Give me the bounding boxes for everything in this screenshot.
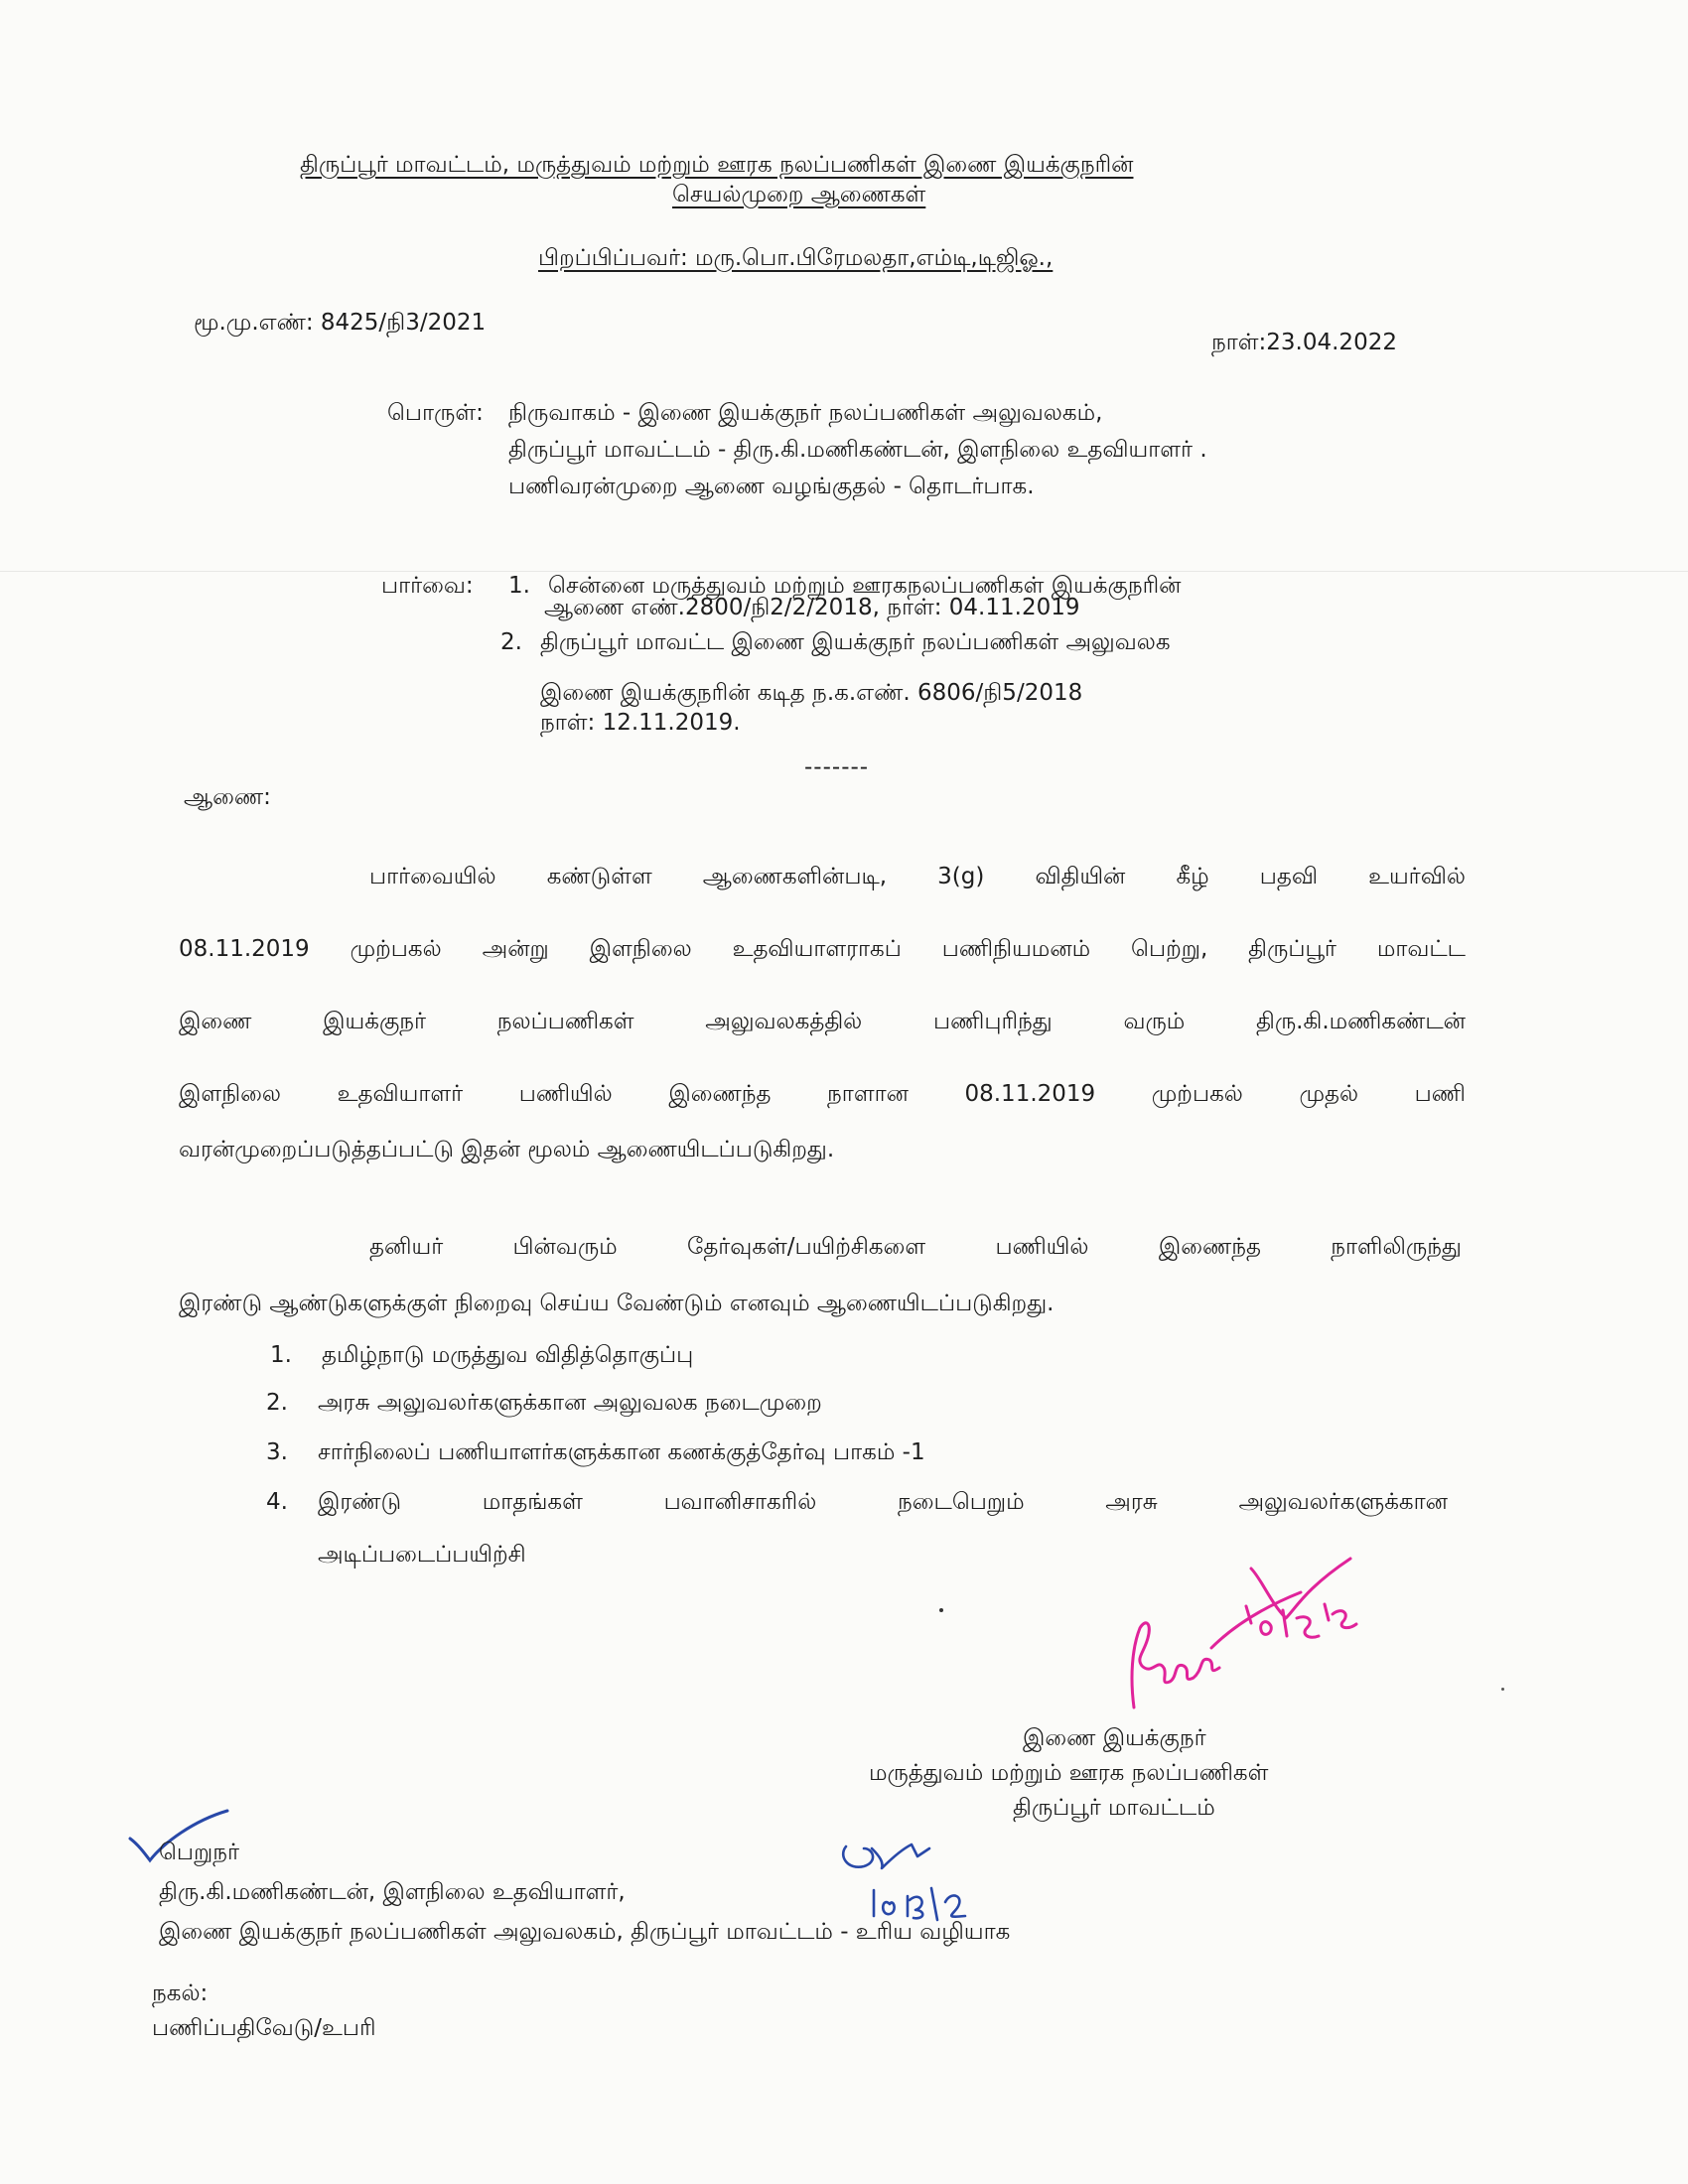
word: இரண்டு: [318, 1489, 402, 1515]
reference-text: திருப்பூர் மாவட்ட இணை இயக்குநர் நலப்பணிகள் அலுவலக: [540, 629, 1171, 655]
recipient-line: இணை இயக்குநர் நலப்பணிகள் அலுவலகம், திருப்பூர் மாவட்டம் - உரிய வழியாக: [159, 1919, 1011, 1945]
word: இணைந்த: [1158, 1234, 1261, 1260]
signatory-department: மருத்துவம் மற்றும் ஊரக நலப்பணிகள்: [869, 1760, 1269, 1786]
recipient-label: பெறுநர்: [159, 1840, 240, 1865]
subject-label: பொருள்:: [387, 400, 484, 426]
word: அரசு: [1105, 1489, 1158, 1515]
word: ஆணைகளின்படி,: [702, 864, 888, 889]
word: பதவி: [1259, 864, 1319, 889]
signature-pink: [1112, 1549, 1380, 1717]
word: மாதங்கள்: [482, 1489, 583, 1515]
list-text: அரசு அலுவலர்களுக்கான அலுவலக நடைமுறை: [318, 1390, 822, 1416]
document-title-line2: செயல்முறை ஆணைகள்: [672, 182, 926, 207]
word: அலுவலகத்தில்: [705, 1009, 863, 1034]
paragraph2-line: இரண்டு ஆண்டுகளுக்குள் நிறைவு செய்ய வேண்டும் எனவும் ஆணையிடப்படுகிறது.: [179, 1291, 1055, 1316]
copy-line: பணிப்பதிவேடு/உபரி: [152, 2015, 376, 2041]
list-item: [266, 1489, 1448, 1518]
issuer-line: பிறப்பிப்பவர்: மரு.பொ.பிரேமலதா,எம்டி,டிஜிஓ.,: [538, 245, 1054, 271]
word: தேர்வுகள்/பயிற்சிகளை: [686, 1234, 926, 1260]
signatory-title: இணை இயக்குநர்: [1023, 1725, 1206, 1751]
word: 08.11.2019: [179, 936, 310, 962]
reference-number: மூ.மு.எண்: 8425/நி3/2021: [194, 310, 487, 336]
reference-item-2: [500, 629, 1171, 658]
word: அன்று: [482, 936, 549, 962]
paragraph1-line: [179, 1009, 1466, 1037]
paragraph2-line: [369, 1234, 1462, 1263]
list-number: 2.: [266, 1390, 288, 1416]
paper-speck: [939, 1608, 943, 1612]
order-label: ஆணை:: [184, 784, 271, 810]
word: பார்வையில்: [369, 864, 496, 889]
word: கண்டுள்ள: [546, 864, 652, 889]
paragraph1-line: [179, 936, 1466, 965]
word: முற்பகல்: [1151, 1081, 1243, 1107]
signatory-district: திருப்பூர் மாவட்டம்: [1013, 1795, 1215, 1821]
word: கீழ்: [1176, 864, 1209, 889]
list-text: [318, 1489, 1448, 1518]
word: நாளிலிருந்து: [1331, 1234, 1462, 1260]
word: பணி: [1414, 1081, 1466, 1107]
list-number: 1.: [270, 1342, 292, 1368]
word: பணியில்: [995, 1234, 1089, 1260]
subject-line: திருப்பூர் மாவட்டம் - திரு.கி.மணிகண்டன், இளநிலை உதவியாளர் .: [508, 437, 1207, 463]
word: 08.11.2019: [964, 1081, 1096, 1107]
list-number: 4.: [266, 1489, 288, 1515]
word: நடைபெறும்: [898, 1489, 1025, 1515]
word: பணியில்: [518, 1081, 613, 1107]
word: இளநிலை: [179, 1081, 282, 1107]
word: உதவியாளர்: [337, 1081, 464, 1107]
word: இயக்குநர்: [323, 1009, 427, 1034]
word: தனியர்: [369, 1234, 444, 1260]
reference-text: ஆணை எண்.2800/நி2/2/2018, நாள்: 04.11.2019: [544, 595, 1080, 620]
list-item: [270, 1342, 693, 1371]
word: உயர்வில்: [1368, 864, 1466, 889]
word: வரும்: [1123, 1009, 1186, 1034]
paragraph1-line: வரன்முறைப்படுத்தப்பட்டு இதன் மூலம் ஆணையிடப்படுகிறது.: [179, 1137, 835, 1162]
word: பவானிசாகரில்: [663, 1489, 817, 1515]
word: பணிநியமனம்: [941, 936, 1091, 962]
paper-speck: [1501, 1688, 1504, 1691]
word: திரு.கி.மணிகண்டன்: [1256, 1009, 1466, 1034]
paper-fold-line: [0, 571, 1688, 572]
word: பின்வரும்: [512, 1234, 618, 1260]
reference-number: 1.: [508, 573, 530, 599]
document-date: நாள்:23.04.2022: [1211, 330, 1397, 355]
reference-text: நாள்: 12.11.2019.: [540, 710, 741, 736]
paragraph1-line: [369, 864, 1466, 892]
word: இணை: [179, 1009, 252, 1034]
word: நாளான: [827, 1081, 909, 1107]
reference-number: 2.: [500, 629, 522, 655]
word: திருப்பூர்: [1248, 936, 1336, 962]
word: உதவியாளராகப்: [732, 936, 902, 962]
word: பெற்று,: [1131, 936, 1208, 962]
separator: -------: [804, 754, 870, 780]
references-label: பார்வை:: [381, 573, 474, 599]
word: பணிபுரிந்து: [933, 1009, 1053, 1034]
subject-line: நிருவாகம் - இணை இயக்குநர் நலப்பணிகள் அலுவலகம்,: [508, 400, 1103, 426]
word: முற்பகல்: [350, 936, 442, 962]
justified-text: [369, 864, 1466, 892]
word: இளநிலை: [589, 936, 692, 962]
word: இணைந்த: [668, 1081, 772, 1107]
list-text: சார்நிலைப் பணியாளர்களுக்கான கணக்குத்தேர்வு பாகம் -1: [318, 1439, 925, 1465]
list-item: [266, 1390, 822, 1419]
recipient-line: திரு.கி.மணிகண்டன், இளநிலை உதவியாளர்,: [159, 1879, 626, 1905]
justified-text: [179, 1009, 1466, 1037]
list-item: [266, 1439, 925, 1468]
word: அலுவலர்களுக்கான: [1238, 1489, 1448, 1515]
reference-text: சென்னை மருத்துவம் மற்றும் ஊரகநலப்பணிகள் இயக்குநரின்: [548, 573, 1182, 599]
paragraph1-line: [179, 1081, 1466, 1110]
list-text: தமிழ்நாடு மருத்துவ விதித்தொகுப்பு: [322, 1342, 694, 1368]
justified-text: [369, 1234, 1462, 1263]
word: 3(g): [937, 864, 985, 889]
list-text-continued: அடிப்படைப்பயிற்சி: [318, 1542, 526, 1568]
reference-text: இணை இயக்குநரின் கடித ந.க.எண். 6806/நி5/2018: [540, 680, 1083, 706]
document-title-line1: திருப்பூர் மாவட்டம், மருத்துவம் மற்றும் ஊரக நலப்பணிகள் இணை இயக்குநரின்: [300, 152, 1134, 178]
word: நலப்பணிகள்: [496, 1009, 634, 1034]
list-number: 3.: [266, 1439, 288, 1465]
word: மாவட்ட: [1376, 936, 1466, 962]
subject-line: பணிவரன்முறை ஆணை வழங்குதல் - தொடர்பாக.: [508, 474, 1035, 499]
word: விதியின்: [1035, 864, 1126, 889]
copy-label: நகல்:: [152, 1980, 209, 2006]
word: முதல்: [1299, 1081, 1359, 1107]
justified-text: [179, 1081, 1466, 1110]
initials-blue: [834, 1827, 1003, 1926]
justified-text: [179, 936, 1466, 965]
